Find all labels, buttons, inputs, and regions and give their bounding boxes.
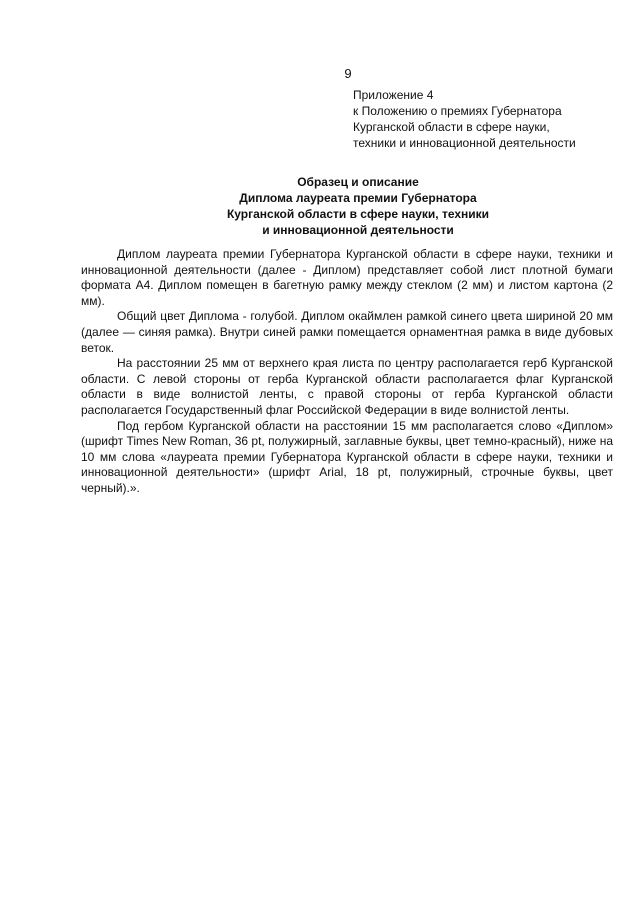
paragraph-diploma-description: Диплом лауреата премии Губернатора Курганской области в сфере науки, техники и инновационной деятельности (далее - Диплом) представляет собой лист плотной бумаги формата А4. Диплом помещен в багетную рамку между стеклом (2 мм) и листом картона (2 мм). [81, 247, 613, 308]
page-number: 9 [344, 66, 352, 81]
paragraph-coat-of-arms: На расстоянии 25 мм от верхнего края листа по центру располагается герб Курганской области. С левой стороны от герба Курганской области располагается флаг Курганской области в виде волнистой ленты, с правой стороны от герба Курганской области располагается Государственный флаг Российской Федерации в виде волнистой ленты. [81, 356, 613, 417]
heading-line: Курганской области в сфере науки, техники [226, 207, 490, 221]
appendix-line: Приложение 4 [353, 88, 434, 102]
appendix-reference [353, 87, 623, 151]
appendix-line: Курганской области в сфере науки, [353, 120, 550, 134]
appendix-line: к Положению о премиях Губернатора [353, 104, 562, 118]
paragraph-text-fonts: Под гербом Курганской области на расстоянии 15 мм располагается слово «Диплом» (шрифт Times New Roman, 36 pt, полужирный, заглавные буквы, цвет темно-красный), ниже на 10 мм слова «лауреата премии Губернатора Курганской области в сфере науки, техники и инновационной деятельности» (шрифт Arial, 18 pt, полужирный, строчные буквы, цвет черный).». [81, 418, 613, 495]
document-body [81, 247, 613, 497]
paragraph-diploma-color: Общий цвет Диплома - голубой. Диплом окаймлен рамкой синего цвета шириной 20 мм (далее — синяя рамка). Внутри синей рамки помещается орнаментная рамка в виде дубовых веток. [81, 309, 613, 355]
heading-line: Диплома лауреата премии Губернатора [239, 191, 477, 205]
heading-line: Образец и описание [297, 175, 419, 189]
heading-line: и инновационной деятельности [262, 223, 454, 237]
appendix-line: техники и инновационной деятельности [353, 136, 576, 150]
document-heading [150, 174, 566, 238]
